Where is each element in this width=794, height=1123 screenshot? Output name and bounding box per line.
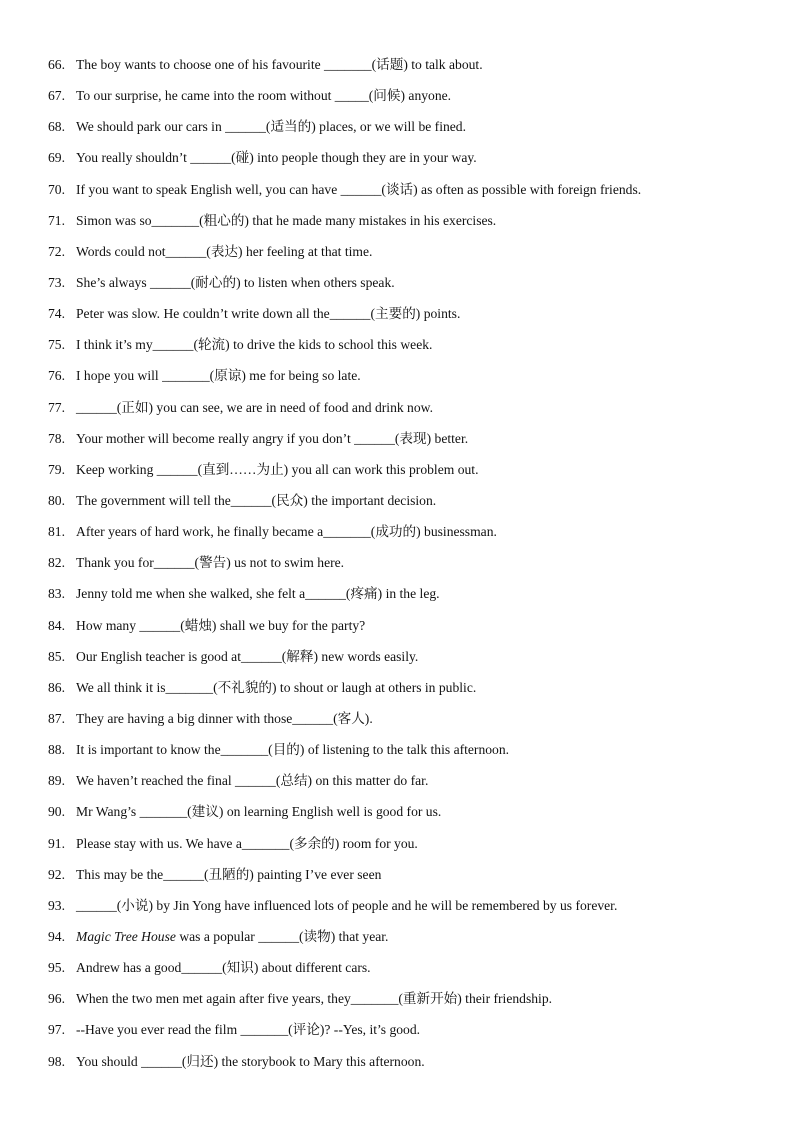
question-number: 70. [48, 181, 65, 197]
question-number: 85. [48, 648, 65, 664]
question-text: The boy wants to choose one of his favourite _______(话题) to talk about. [76, 57, 483, 72]
question-text: They are having a big dinner with those______(客人). [76, 710, 373, 726]
question-item [48, 1014, 778, 1045]
question-number: 96. [48, 991, 65, 1007]
question-item [48, 423, 778, 454]
question-number: 92. [48, 866, 65, 882]
question-text: Simon was so_______(粗心的) that he made many mistakes in his exercises. [76, 212, 497, 228]
question-item [48, 641, 778, 672]
question-item [48, 672, 778, 703]
question-number: 75. [48, 337, 65, 353]
question-number: 67. [48, 88, 65, 104]
question-text: We haven’t reached the final ______(总结) on this matter do far. [76, 773, 429, 789]
question-number: 68. [48, 119, 65, 135]
question-item [48, 298, 778, 329]
question-item [48, 828, 778, 859]
question-item [48, 890, 778, 921]
question-item [48, 516, 778, 547]
question-text: Andrew has a good______(知识) about different cars. [76, 960, 371, 976]
question-text: Please stay with us. We have a_______(多余的) room for you. [76, 835, 418, 851]
question-text: The government will tell the______(民众) the important decision. [76, 492, 437, 508]
question-number: 66. [48, 57, 65, 72]
question-text: When the two men met again after five years, they_______(重新开始) their friendship. [76, 991, 553, 1007]
question-text: Words could not______(表达) her feeling at that time. [76, 243, 373, 259]
question-number: 73. [48, 274, 65, 290]
question-text: If you want to speak English well, you can have ______(谈话) as often as possible with foreign friends. [76, 181, 642, 197]
question-text: We all think it is_______(不礼貌的) to shout or laugh at others in public. [76, 679, 477, 695]
question-item [48, 454, 778, 485]
question-item [48, 267, 778, 298]
question-text: How many ______(蜡烛) shall we buy for the party? [76, 617, 366, 633]
question-item [48, 142, 778, 173]
question-number: 86. [48, 679, 65, 695]
question-text: It is important to know the_______(目的) of listening to the talk this afternoon. [76, 742, 510, 758]
question-text: You should ______(归还) the storybook to Mary this afternoon. [76, 1053, 425, 1069]
question-text: I think it’s my______(轮流) to drive the kids to school this week. [76, 337, 433, 353]
question-number: 90. [48, 804, 65, 820]
question-text: Keep working ______(直到……为止) you all can work this problem out. [76, 461, 479, 477]
question-text: ______(正如) you can see, we are in need of food and drink now. [76, 399, 433, 415]
question-item [48, 205, 778, 236]
question-item [48, 111, 778, 142]
question-text: This may be the______(丑陋的) painting I’ve ever seen [76, 866, 382, 882]
question-item [48, 329, 778, 360]
question-text: Peter was slow. He couldn’t write down all the______(主要的) points. [76, 306, 461, 322]
question-item [48, 485, 778, 516]
question-item [48, 734, 778, 765]
question-number: 94. [48, 928, 65, 944]
question-item [48, 360, 778, 391]
question-number: 82. [48, 555, 65, 571]
question-number: 89. [48, 773, 65, 789]
question-item [48, 765, 778, 796]
question-number: 87. [48, 710, 65, 726]
question-text: After years of hard work, he finally became a_______(成功的) businessman. [76, 524, 497, 540]
question-number: 80. [48, 492, 65, 508]
question-number: 95. [48, 960, 65, 976]
question-number: 88. [48, 742, 65, 758]
question-item [48, 578, 778, 609]
question-number: 81. [48, 524, 65, 540]
question-number: 98. [48, 1053, 65, 1069]
question-text: Mr Wang’s _______(建议) on learning English well is good for us. [76, 804, 442, 820]
question-number: 76. [48, 368, 65, 384]
question-text: Jenny told me when she walked, she felt a______(疼痛) in the leg. [76, 586, 440, 602]
question-list [48, 49, 778, 1077]
question-number: 93. [48, 897, 65, 913]
question-text: was a popular ______(读物) that year. [175, 928, 389, 944]
question-number: 84. [48, 617, 65, 633]
question-item [48, 236, 778, 267]
question-text: Your mother will become really angry if you don’t ______(表现) better. [76, 430, 469, 446]
book-title: Magic Tree House [76, 928, 176, 944]
question-number: 91. [48, 835, 65, 851]
question-item [48, 921, 778, 952]
question-item [48, 174, 778, 205]
question-number: 79. [48, 461, 65, 477]
question-item [48, 392, 778, 423]
question-text: ______(小说) by Jin Yong have influenced lots of people and he will be remembered by us forever. [76, 897, 618, 913]
question-number: 71. [48, 212, 65, 228]
question-item [48, 859, 778, 890]
question-text: You really shouldn’t ______(碰) into people though they are in your way. [76, 150, 477, 166]
question-text: --Have you ever read the film _______(评论)? --Yes, it’s good. [76, 1022, 421, 1038]
question-item [48, 983, 778, 1014]
question-number: 74. [48, 306, 65, 322]
question-item [48, 610, 778, 641]
question-item [48, 49, 778, 80]
question-number: 78. [48, 430, 65, 446]
question-item [48, 703, 778, 734]
question-text: Thank you for______(警告) us not to swim here. [76, 555, 345, 571]
question-number: 97. [48, 1022, 65, 1038]
question-item [48, 1046, 778, 1077]
question-text: To our surprise, he came into the room without _____(问候) anyone. [76, 88, 452, 104]
question-number: 72. [48, 243, 65, 259]
question-text: She’s always ______(耐心的) to listen when others speak. [76, 274, 395, 290]
question-number: 77. [48, 399, 65, 415]
question-item [48, 80, 778, 111]
question-text: I hope you will _______(原谅) me for being so late. [76, 368, 361, 384]
question-item [48, 796, 778, 827]
question-number: 83. [48, 586, 65, 602]
question-text: We should park our cars in ______(适当的) places, or we will be fined. [76, 119, 467, 135]
question-number: 69. [48, 150, 65, 166]
question-item [48, 952, 778, 983]
question-text: Our English teacher is good at______(解释) new words easily. [76, 648, 419, 664]
question-item [48, 547, 778, 578]
